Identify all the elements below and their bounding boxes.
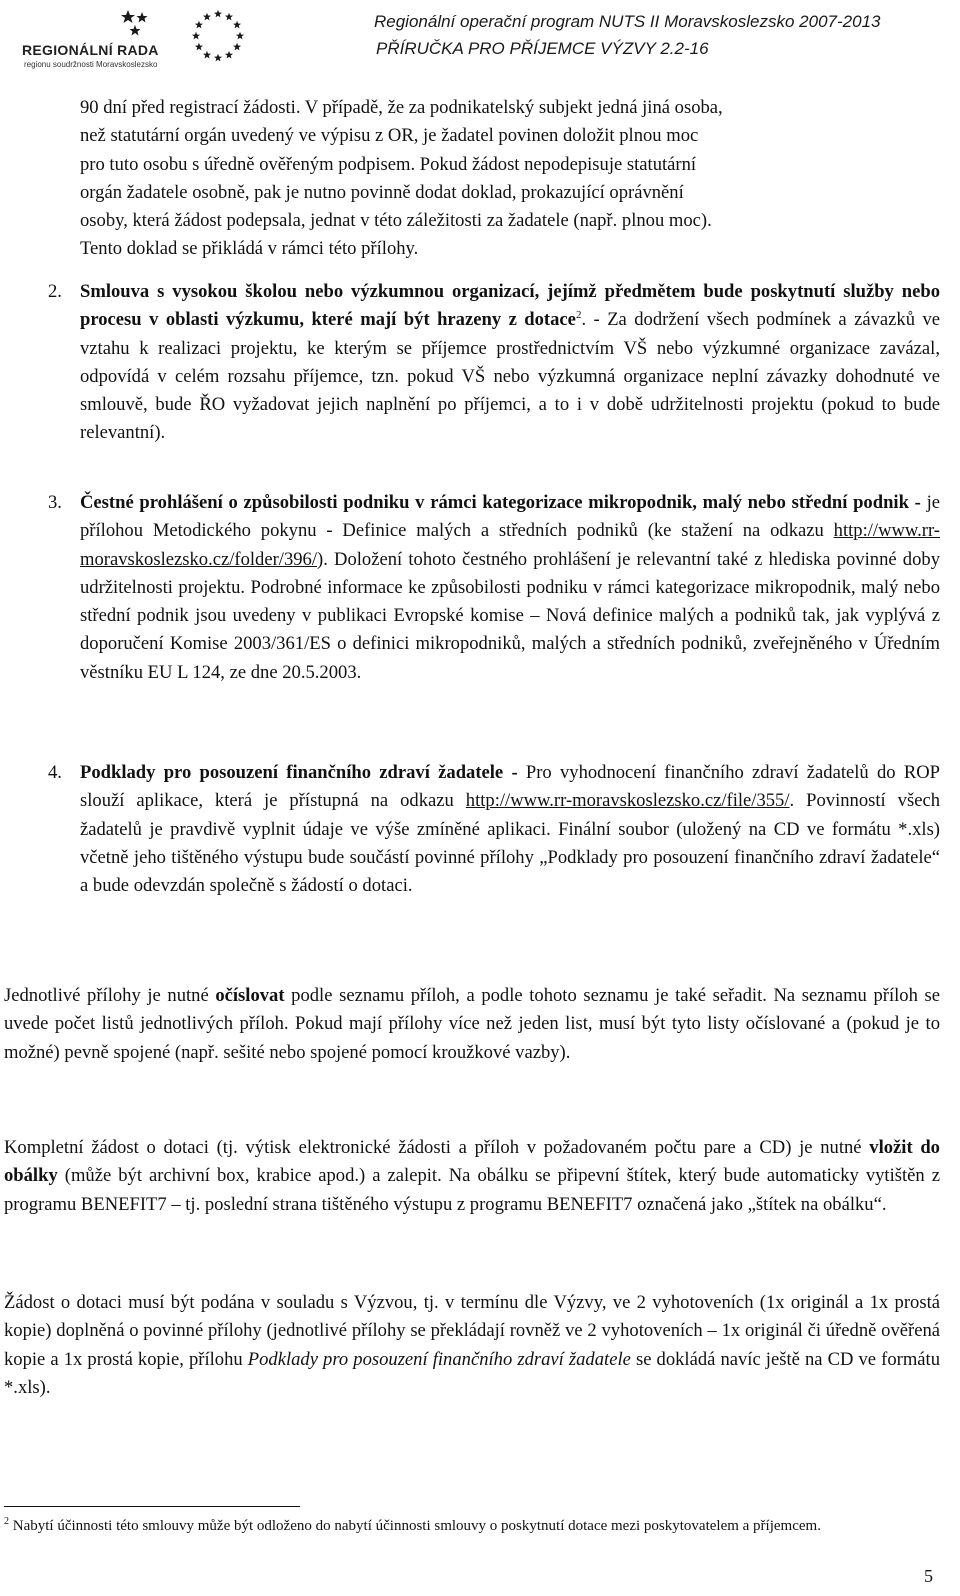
paragraph-text: podle seznamu příloh, a podle tohoto seznamu je také seřadit. Na seznamu příloh se uvede počet listů jednotlivých příloh. Pokud mají přílohy více než jeden list, musí být tyto listy očíslované a (pokud je to možné) pevně spojené (např. sešité nebo spojené pomocí kroužkové vazby).: [4, 985, 940, 1063]
list-item-4: [80, 759, 940, 900]
paragraph-text: (může být archivní box, krabice apod.) a zalepit. Na obálku se připevní štítek, který bude automaticky vytištěn z programu BENEFIT7 – tj. poslední strana tištěného výstupu z programu BENEFIT7 označená jako „štítek na obálku“.: [4, 1165, 940, 1215]
item-number: 4.: [48, 762, 62, 783]
item-body-pre: Pro vyhodnocení finančního zdraví žadatelů do ROP slouží aplikace, která je přístupná na odkazu: [80, 762, 940, 812]
eu-star: [192, 32, 200, 40]
finance-app-link[interactable]: http://www.rr-moravskoslezsko.cz/file/355/: [465, 790, 790, 812]
paragraph-text: Žádost o dotaci musí být podána v souladu s Výzvou, tj. v termínu dle Výzvy, ve 2 vyhotoveních (1x originál a 1x prostá kopie) doplněná o povinné přílohy (jednotlivé přílohy se překládají rovněž ve 2 vyhotoveních – 1x originál či úředně ověřená kopie a 1x prostá kopie, přílohu: [4, 1292, 940, 1370]
item-1-continuation: [80, 94, 940, 264]
eu-star: [236, 32, 244, 40]
intro-line: osoby, která žádost podepsala, jednat v této záležitosti za žadatele (např. plnou moc).: [80, 210, 712, 232]
eu-star: [233, 21, 241, 29]
page-number: 5: [924, 1566, 933, 1586]
guide-title: PŘÍRUČKA PRO PŘÍJEMCE VÝZVY 2.2-16: [376, 39, 709, 58]
item-heading: Smlouva s vysokou školou nebo výzkumnou organizací, jejímž předmětem bude poskytnutí služby nebo procesu v oblasti výzkumu, které mají být hrazeny z dotace: [80, 281, 940, 331]
eu-star: [203, 51, 211, 59]
intro-line: pro tuto osobu s úředně ověřeným podpisem. Pokud žádost nepodepisuje statutární: [80, 153, 697, 175]
item-heading: Čestné prohlášení o způsobilosti podniku v rámci kategorizace mikropodnik, malý nebo střední podnik -: [80, 492, 921, 513]
logo-mark-icon: [118, 8, 152, 40]
intro-line: než statutární orgán uvedený ve výpisu z OR, je žadatel povinen doložit plnou moc: [80, 125, 699, 147]
item-body: . - Za dodržení všech podmínek a závazků ve vztahu k realizaci projektu, ke kterým se příjemce prostřednictvím VŠ nebo výzkumné organizace zavázal, odpovídá v celém rozsahu příjemce, tzn. pokud VŠ nebo výzkumná organizace neplní závazky dohodnuté ve smlouvě, bude ŘO vyžadovat jejich naplnění po příjemci, a to i v době udržitelnosti projektu (pokud to bude relevantní).: [80, 309, 940, 444]
program-title: Regionální operační program NUTS II Moravskoslezsko 2007-2013: [374, 12, 881, 31]
eu-star: [195, 21, 203, 29]
logo-title: REGIONÁLNÍ RADA: [22, 42, 159, 58]
intro-line: 90 dní před registrací žádosti. V případě, že za podnikatelský subjekt jedná jiná osoba,: [80, 97, 723, 118]
footnote-divider: [4, 1506, 300, 1507]
folder-link[interactable]: http://www.rr-moravskoslezsko.cz/folder/396/: [80, 520, 940, 570]
regional-council-logo: [14, 6, 164, 72]
item-heading: Podklady pro posouzení finančního zdraví žadatele -: [80, 762, 518, 783]
footnote-ref: 2: [575, 309, 582, 322]
eu-star: [225, 51, 233, 59]
eu-star: [233, 43, 241, 51]
footnote: [4, 1514, 904, 1538]
eu-star: [225, 13, 233, 21]
footnote-mark: 2: [4, 1516, 9, 1527]
eu-star: [214, 10, 222, 18]
paragraph-text: Kompletní žádost o dotaci (tj. výtisk elektronické žádosti a příloh v požadovaném počtu pare a CD) je nutné: [4, 1137, 870, 1158]
paragraph-emphasis: očíslovat: [215, 985, 285, 1006]
paragraph-numbering: [4, 982, 940, 1067]
list-item-3: [80, 489, 940, 687]
item-body-pre: je přílohou Metodického pokynu - Definice malých a středních podniků (ke stažení na odkazu: [80, 492, 940, 542]
eu-star: [214, 54, 222, 62]
paragraph-italic: Podklady pro posouzení finančního zdraví žadatele: [247, 1348, 631, 1370]
list-item-2: [80, 278, 940, 448]
item-body: . Povinností všech žadatelů je pravdivě vyplnit údaje ve výše zmíněné aplikaci. Finální soubor (uložený na CD ve formátu *.xls) včetně jeho tištěného výstupu bude součástí povinné přílohy „Podklady pro posouzení finančního zdraví žadatele“ a bude odevzdán společně s žádostí o dotaci.: [80, 790, 941, 897]
header-titles: [374, 8, 880, 62]
eu-star: [195, 43, 203, 51]
paragraph-envelope: [4, 1134, 940, 1219]
intro-line: orgán žadatele osobně, pak je nutno povinně dodat doklad, prokazující oprávnění: [80, 181, 684, 203]
item-number: 2.: [48, 281, 62, 302]
paragraph-submission: [4, 1289, 940, 1402]
item-number: 3.: [48, 492, 62, 513]
eu-star: [203, 13, 211, 21]
item-body: ). Doložení tohoto čestného prohlášení je relevantní také z hlediska povinné doby udržitelnosti projektu. Podrobné informace ke způsobilosti podniku v rámci kategorizace mikropodnik, malý nebo střední podnik jsou uvedeny v publikaci Evropské komise – Nová definice malých a podniků tak, jak vyplývá z doporučení Komise 2003/361/ES o definici mikropodniků, malých a středních podniků, zveřejněného v Úředním věstníku EU L 124, ze dne 20.5.2003.: [80, 548, 940, 683]
footnote-text: Nabytí účinnosti této smlouvy může být odloženo do nabytí účinnosti smlouvy o poskytnutí dotace mezi poskytovatelem a příjemcem.: [9, 1518, 821, 1534]
paragraph-emphasis: vložit do obálky: [4, 1137, 940, 1187]
eu-stars-icon: [186, 4, 250, 68]
paragraph-text: Jednotlivé přílohy je nutné: [4, 985, 216, 1006]
intro-line: Tento doklad se přikládá v rámci této přílohy.: [80, 238, 419, 260]
paragraph-text: se dokládá navíc ještě na CD ve formátu *.xls).: [4, 1348, 940, 1398]
logo-subtitle: regionu soudržnosti Moravskoslezsko: [24, 60, 158, 69]
